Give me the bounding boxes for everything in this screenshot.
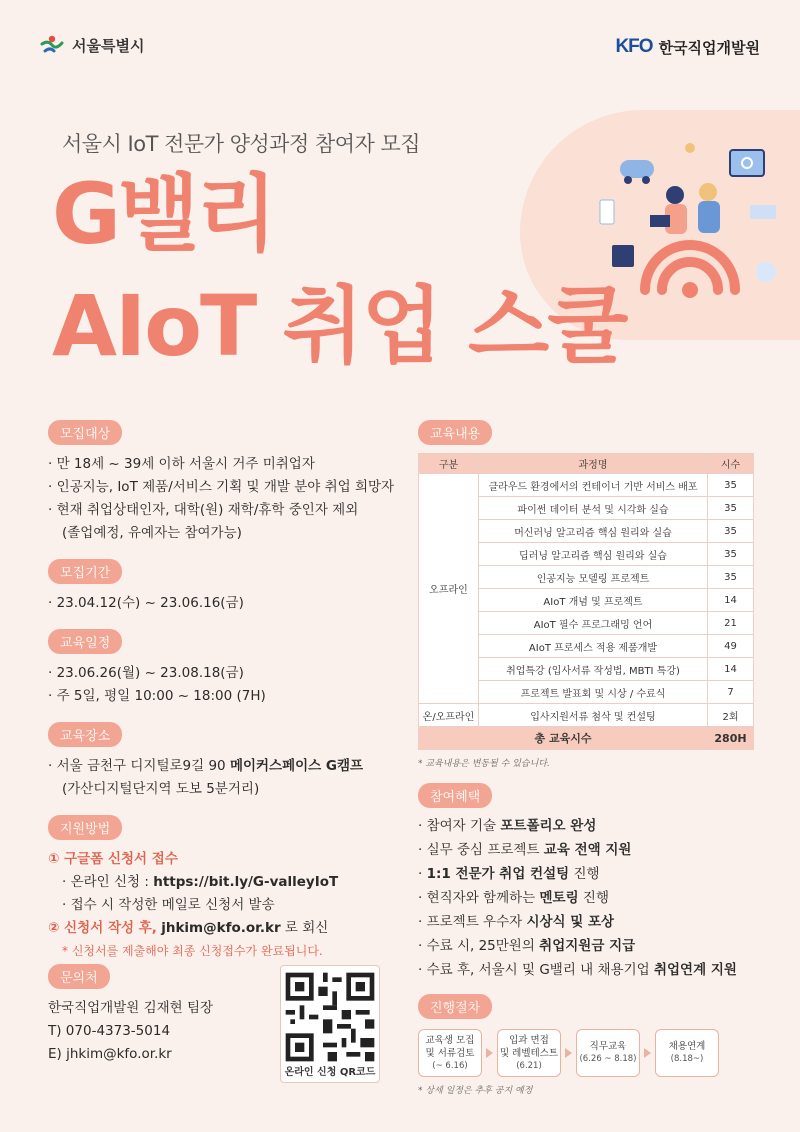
target-line: (졸업예정, 유예자는 참여가능)	[62, 525, 242, 541]
place-section	[48, 722, 398, 801]
seoul-logo	[40, 34, 144, 56]
hours-cell: 35	[708, 520, 754, 543]
benefit-text: · 실무 중심 프로젝트	[418, 842, 544, 858]
apply-step2-email[interactable]: jhkim@kfo.or.kr	[161, 920, 281, 936]
apply-step1: ① 구글폼 신청서 접수	[48, 851, 178, 867]
seoul-logo-text: 서울특별시	[72, 36, 145, 55]
qr-caption: 온라인 신청 QR코드	[284, 1067, 376, 1078]
process-step-date: (8.18~)	[670, 1054, 704, 1064]
target-section	[48, 420, 398, 545]
place-line	[48, 755, 398, 778]
place-line: (가산디지털단지역 도보 5분거리)	[62, 781, 260, 797]
course-cell: 입사지원서류 첨삭 및 컨설팅	[479, 704, 708, 727]
qr-card[interactable]	[280, 965, 380, 1083]
benefit-text: · 프로젝트 우수자	[418, 914, 527, 930]
process-label: 진행절차	[418, 994, 492, 1019]
benefit-item	[418, 838, 758, 862]
benefit-highlight: 취업지원금 지급	[539, 938, 636, 954]
contact-line: E) jhkim@kfo.or.kr	[48, 1046, 172, 1062]
hours-cell: 21	[708, 612, 754, 635]
course-cell: 인공지능 모델링 프로젝트	[479, 566, 708, 589]
place-address: · 서울 금천구 디지털로9길 90	[48, 758, 230, 774]
benefit-text: · 수료 후, 서울시 및 G밸리 내 채용기업	[418, 962, 654, 978]
benefit-item	[418, 886, 758, 910]
benefit-suffix: 진행	[569, 866, 600, 882]
schedule-section	[48, 629, 398, 708]
apply-section	[48, 815, 398, 963]
target-label: 모집대상	[48, 420, 122, 445]
curriculum-note: * 교육내용은 변동될 수 있습니다.	[418, 759, 550, 769]
target-line: · 현재 취업상태인자, 대학(원) 재학/휴학 중인자 제외	[48, 502, 359, 518]
course-cell: 딥러닝 알고리즘 핵심 원리와 실습	[479, 543, 708, 566]
process-note: * 상세 일정은 추후 공지 예정	[418, 1086, 533, 1096]
table-row	[419, 474, 754, 497]
benefit-item	[418, 934, 758, 958]
process-step-title1: 교육생 모집	[425, 1034, 475, 1046]
hours-cell: 49	[708, 635, 754, 658]
process-steps	[418, 1029, 758, 1077]
schedule-label: 교육일정	[48, 629, 122, 654]
target-line: · 인공지능, IoT 제품/서비스 기획 및 개발 분야 취업 희망자	[48, 479, 395, 495]
hero-title-line1: G밸리	[52, 165, 275, 263]
benefit-text: · 현직자와 함께하는	[418, 890, 540, 906]
place-venue: 메이커스페이스 G캠프	[229, 758, 364, 774]
process-step-title2: 및 레벨테스트	[499, 1047, 559, 1059]
category-cell: 온/오프라인	[419, 704, 479, 727]
course-cell: 파이썬 데이터 분석 및 시각화 실습	[479, 497, 708, 520]
benefit-highlight: 시상식 및 포상	[526, 914, 615, 930]
process-step-title1: 채용연계	[668, 1041, 706, 1052]
schedule-line: · 23.06.26(월) ~ 23.08.18(금)	[48, 665, 244, 681]
apply-warning: * 신청서를 제출해야 최종 신청접수가 완료됩니다.	[62, 944, 323, 958]
benefit-highlight: 1:1 전문가 취업 컨설팅	[426, 866, 570, 882]
process-step-title1: 입과 면접	[509, 1034, 549, 1046]
hours-cell: 35	[708, 474, 754, 497]
table-header-row	[419, 454, 754, 474]
process-step-date: (~ 6.16)	[432, 1060, 468, 1071]
benefits-section	[418, 783, 758, 982]
process-step-date: (6.26 ~ 8.18)	[579, 1054, 637, 1064]
apply-label: 지원방법	[48, 815, 122, 840]
benefit-text: · 수료 시, 25만원의	[418, 938, 540, 954]
hours-cell: 35	[708, 543, 754, 566]
benefit-text: ·	[418, 866, 427, 882]
benefits-list	[418, 814, 758, 982]
qr-code	[281, 968, 379, 1066]
course-cell: 프로젝트 발표회 및 시상 / 수료식	[479, 681, 708, 704]
table-header-hours: 시수	[708, 454, 754, 474]
total-hours: 280H	[708, 727, 754, 750]
contact-line: 한국직업개발원 김재현 팀장	[48, 1000, 214, 1016]
course-cell: 취업특강 (입사서류 작성법, MBTI 특강)	[479, 658, 708, 681]
benefit-text: · 참여자 기술	[418, 818, 501, 834]
benefit-item	[418, 910, 758, 934]
category-cell: 오프라인	[419, 474, 479, 704]
benefit-highlight: 포트폴리오 완성	[500, 818, 597, 834]
hours-cell: 7	[708, 681, 754, 704]
process-step-date: (6.21)	[516, 1060, 542, 1071]
course-cell: AIoT 필수 프로그래밍 언어	[479, 612, 708, 635]
process-step	[576, 1029, 640, 1077]
benefits-label: 참여혜택	[418, 783, 492, 808]
table-header-course: 과정명	[479, 454, 708, 474]
benefit-item	[418, 862, 758, 886]
seoul-logo-icon	[40, 34, 64, 56]
apply-online-link[interactable]: https://bit.ly/G-valleyIoT	[153, 874, 339, 890]
process-step-title1: 직무교육	[589, 1041, 627, 1052]
schedule-line: · 주 5일, 평일 10:00 ~ 18:00 (7H)	[48, 688, 266, 704]
apply-email-notice: · 접수 시 작성한 메일로 신청서 발송	[62, 897, 275, 913]
contact-line: T) 070-4373-5014	[48, 1023, 171, 1039]
total-row	[419, 727, 754, 750]
table-header-category: 구분	[419, 454, 479, 474]
process-section	[418, 994, 758, 1096]
process-step	[418, 1029, 482, 1077]
course-cell: AIoT 프로세스 적용 제품개발	[479, 635, 708, 658]
apply-step2: ② 신청서 작성 후,	[48, 920, 157, 936]
apply-step2-suffix: 로 회신	[280, 920, 329, 936]
apply-online-prefix: · 온라인 신청 :	[62, 874, 154, 890]
benefit-item	[418, 814, 758, 838]
curriculum-table	[418, 453, 754, 750]
period-line: · 23.04.12(수) ~ 23.06.16(금)	[48, 595, 244, 611]
contact-section	[48, 964, 213, 1066]
hero-subtitle: 서울시 IoT 전문가 양성과정 참여자 모집	[62, 132, 421, 156]
period-section	[48, 559, 398, 615]
process-step	[497, 1029, 561, 1077]
process-step	[655, 1029, 719, 1077]
table-row	[419, 704, 754, 727]
total-label: 총 교육시수	[419, 727, 708, 750]
process-arrow-icon	[644, 1048, 651, 1058]
hero-title-line2: AIoT 취업 스쿨	[52, 277, 627, 375]
curriculum-label: 교육내용	[418, 420, 492, 445]
hours-cell: 35	[708, 497, 754, 520]
period-label: 모집기간	[48, 559, 122, 584]
hours-cell: 2회	[708, 704, 754, 727]
benefit-item	[418, 958, 758, 982]
kfo-logo-text: 한국직업개발원	[658, 38, 760, 57]
curriculum-table-body	[419, 474, 754, 750]
course-cell: 머신러닝 알고리즘 핵심 원리와 실습	[479, 520, 708, 543]
hours-cell: 35	[708, 566, 754, 589]
apply-step2-line	[48, 917, 398, 940]
place-label: 교육장소	[48, 722, 122, 747]
target-line: · 만 18세 ~ 39세 이하 서울시 거주 미취업자	[48, 456, 315, 472]
contact-label: 문의처	[48, 964, 110, 989]
course-cell: 클라우드 환경에서의 컨테이너 기반 서비스 배포	[479, 474, 708, 497]
course-cell: AIoT 개념 및 프로젝트	[479, 589, 708, 612]
benefit-highlight: 취업연계 지원	[653, 962, 737, 978]
right-column	[418, 420, 758, 1096]
hours-cell: 14	[708, 658, 754, 681]
kfo-logo	[615, 36, 760, 58]
process-arrow-icon	[565, 1048, 572, 1058]
benefit-suffix: 진행	[578, 890, 609, 906]
benefit-highlight: 멘토링	[539, 890, 579, 906]
kfo-logo-icon: KFO	[615, 36, 653, 57]
process-arrow-icon	[486, 1048, 493, 1058]
apply-online-line	[48, 871, 398, 894]
hours-cell: 14	[708, 589, 754, 612]
process-step-title2: 및 서류검토	[425, 1047, 475, 1059]
left-column	[48, 420, 398, 977]
benefit-highlight: 교육 전액 지원	[543, 842, 632, 858]
